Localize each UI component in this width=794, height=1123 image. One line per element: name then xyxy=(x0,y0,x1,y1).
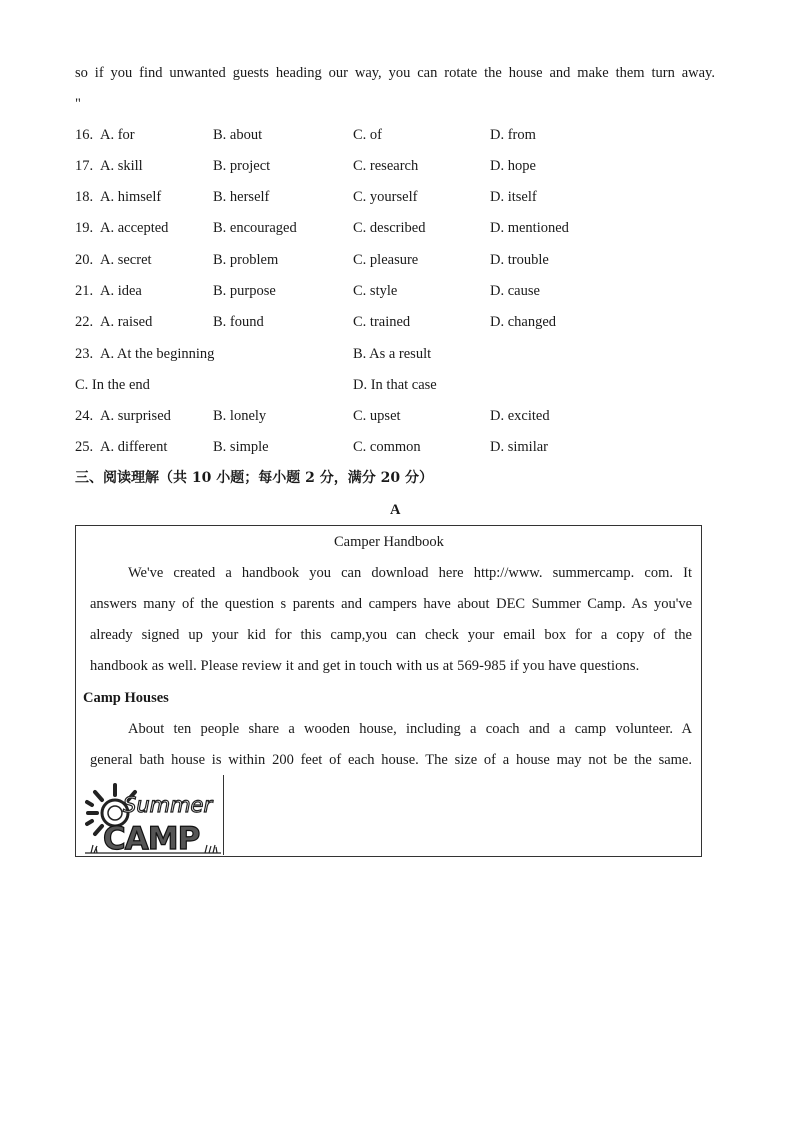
option-a: A. raised xyxy=(100,314,153,330)
question-number: 25. xyxy=(75,439,94,455)
option-c: C. research xyxy=(353,158,419,174)
part-label: A xyxy=(390,502,401,518)
logo-bottom-text: CAMP xyxy=(103,821,200,855)
option-d: D. itself xyxy=(490,189,537,205)
option-d: D. from xyxy=(490,127,536,143)
option-b: B. As a result xyxy=(353,346,432,362)
question-number: 22. xyxy=(75,314,94,330)
paragraph-line: We've created a handbook you can download here http://www. summercamp. com. It xyxy=(128,565,692,581)
question-number: 16. xyxy=(75,127,94,143)
option-c: C. of xyxy=(353,127,382,143)
paragraph-line: already signed up your kid for this camp,you can check your email box for a copy of the xyxy=(90,627,692,643)
option-a: A. skill xyxy=(100,158,143,174)
option-d: D. hope xyxy=(490,158,536,174)
question-number: 20. xyxy=(75,252,94,268)
question-number: 17. xyxy=(75,158,94,174)
paragraph-line: answers many of the question s parents and campers have about DEC Summer Camp. As you've xyxy=(90,596,692,612)
option-c: C. upset xyxy=(353,408,401,424)
question-number: 18. xyxy=(75,189,94,205)
option-a: A. himself xyxy=(100,189,162,205)
passage-line: so if you find unwanted guests heading our way, you can rotate the house and make them turn away. xyxy=(75,65,715,81)
question-number: 23. xyxy=(75,346,94,362)
option-d: D. In that case xyxy=(353,377,437,393)
option-c: C. pleasure xyxy=(353,252,419,268)
option-b: B. purpose xyxy=(213,283,276,299)
option-a: A. secret xyxy=(100,252,152,268)
option-a: A. At the beginning xyxy=(100,346,215,362)
option-b: B. herself xyxy=(213,189,270,205)
box-title: Camper Handbook xyxy=(334,534,444,550)
option-c: C. trained xyxy=(353,314,411,330)
option-c: C. style xyxy=(353,283,398,299)
sun-icon xyxy=(85,775,223,855)
option-d: D. cause xyxy=(490,283,540,299)
option-a: A. surprised xyxy=(100,408,171,424)
option-b: B. found xyxy=(213,314,264,330)
paragraph-line: About ten people share a wooden house, including a coach and a camp volunteer. A xyxy=(128,721,692,737)
paragraph-line: handbook as well. Please review it and get in touch with us at 569-985 if you have questions. xyxy=(90,658,640,674)
summer-camp-logo xyxy=(85,775,224,855)
question-number: 24. xyxy=(75,408,94,424)
option-d: D. mentioned xyxy=(490,220,569,236)
option-a: A. idea xyxy=(100,283,142,299)
paragraph-line: general bath house is within 200 feet of each house. The size of a house may not be the same. xyxy=(90,752,692,768)
question-number: 19. xyxy=(75,220,94,236)
option-d: D. changed xyxy=(490,314,557,330)
section-title: 三、阅读理解（共 10 小题；每小题 2 分，满分 20 分） xyxy=(75,470,433,486)
question-number: 21. xyxy=(75,283,94,299)
option-d: D. trouble xyxy=(490,252,549,268)
option-b: B. about xyxy=(213,127,263,143)
option-c: C. common xyxy=(353,439,421,455)
section-heading: Camp Houses xyxy=(83,690,169,706)
option-c: C. yourself xyxy=(353,189,418,205)
option-c: C. In the end xyxy=(75,377,150,393)
option-c: C. described xyxy=(353,220,426,236)
option-b: B. problem xyxy=(213,252,279,268)
option-b: B. project xyxy=(213,158,271,174)
option-b: B. lonely xyxy=(213,408,267,424)
option-a: A. for xyxy=(100,127,135,143)
option-b: B. encouraged xyxy=(213,220,297,236)
option-d: D. excited xyxy=(490,408,550,424)
logo-top-text: Summer xyxy=(123,793,213,817)
option-b: B. simple xyxy=(213,439,269,455)
passage-quote-mark: " xyxy=(75,96,81,112)
option-a: A. different xyxy=(100,439,168,455)
option-a: A. accepted xyxy=(100,220,169,236)
option-d: D. similar xyxy=(490,439,548,455)
